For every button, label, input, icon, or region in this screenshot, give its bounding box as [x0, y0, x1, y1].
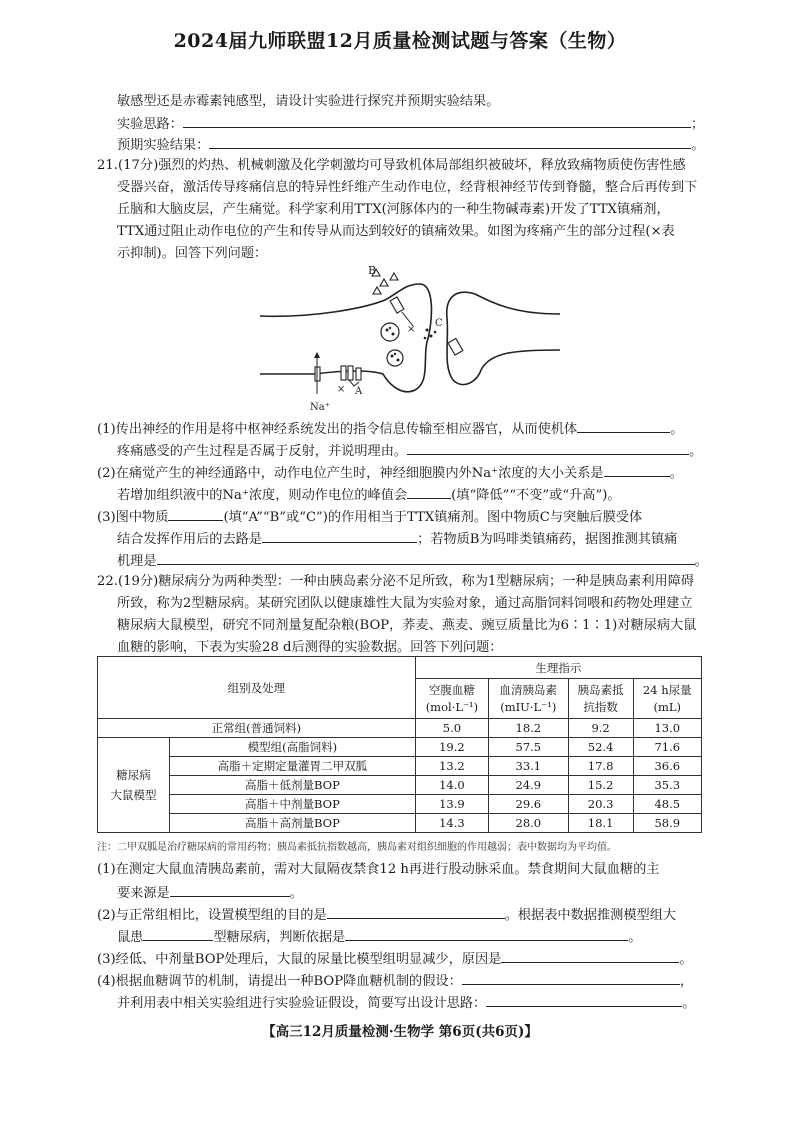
- punct: 。: [289, 886, 303, 901]
- col-header-resistance: 胰岛素抵 抗指数: [568, 679, 633, 719]
- q22-sub2-blank[interactable]: [327, 904, 505, 919]
- cell: 29.6: [489, 795, 569, 814]
- row-name: 高脂＋高剂量BOP: [170, 814, 416, 833]
- table-row: [98, 738, 702, 757]
- q22-sub2b-text: 鼠患: [117, 930, 144, 945]
- label-a: A: [355, 386, 363, 397]
- svg-text:×: ×: [337, 384, 346, 395]
- punct: 。: [679, 952, 693, 967]
- q22-intro-line: 22.(19分)糖尿病分为两种类型：一种由胰岛素分泌不足所致，称为1型糖尿病；一种是胰岛素利用障碍: [97, 574, 695, 589]
- postsynaptic-receptor: [448, 338, 463, 355]
- label-b: B: [368, 264, 377, 277]
- cell: 35.3: [633, 776, 701, 795]
- q21-sub3c-line: [117, 550, 708, 572]
- q22-intro-line: 糖尿病大鼠模型，研究不同剂量复配杂粮(BOP，荞麦、燕麦、豌豆质量比为6∶1∶1)对糖尿病大鼠: [117, 618, 697, 633]
- q21-sub2-text: (2)在痛觉产生的神经通路中，动作电位产生时，神经细胞膜内外Na⁺浓度的大小关系是: [97, 466, 604, 481]
- q21-sub3-line: [97, 506, 642, 528]
- cell: 24.9: [489, 776, 569, 795]
- col-header-insulin: 血清胰岛素 (mIU·L⁻¹): [489, 679, 569, 719]
- q21-sub3c-blank[interactable]: [157, 550, 695, 565]
- q21-sub3c-text: 机理是: [117, 554, 157, 569]
- q21-sub1-text: (1)传出神经的作用是将中枢神经系统发出的指令信息传输至相应器官，从而使机体: [97, 422, 578, 437]
- punct: ，: [679, 974, 693, 989]
- q22-sub4-blank1[interactable]: [462, 970, 680, 985]
- q21-sub1b-text: 疼痛感受的产生过程是否属于反射，并说明理由。: [117, 444, 408, 459]
- q22-sub2b-blank1[interactable]: [143, 926, 213, 941]
- prev-question-line: 敏感型还是赤霉素钝感型，请设计实验进行探究并预期实验结果。: [117, 94, 500, 109]
- q22-sub4b-line: [117, 992, 695, 1014]
- cell: 14.0: [415, 776, 488, 795]
- expected-result-line: [117, 134, 705, 156]
- q21-sub3b-text-cont: ；若物质B为吗啡类镇痛药，据图推测其镇痛: [417, 532, 678, 547]
- cell: 13.0: [633, 719, 701, 738]
- q22-sub1-blank[interactable]: [170, 882, 290, 897]
- cell: 71.6: [633, 738, 701, 757]
- q22-sub1b-line: [117, 882, 303, 904]
- q22-sub1-line: (1)在测定大鼠血清胰岛素前，需对大鼠隔夜禁食12 h再进行股动脉采血。禁食期间大鼠血糖的主: [97, 862, 660, 877]
- col-header-glucose: 空腹血糖 (mol·L⁻¹): [415, 679, 488, 719]
- q22-sub2-text: (2)与正常组相比，设置模型组的目的是: [97, 908, 327, 923]
- q21-sub2b-blank[interactable]: [407, 484, 451, 499]
- q21-intro-line: TTX通过阻止动作电位的产生和传导从而达到较好的镇痛效果。如图为疼痛产生的部分过程(×表: [117, 224, 675, 239]
- cell: 48.5: [633, 795, 701, 814]
- q22-sub3-blank[interactable]: [501, 948, 679, 963]
- q21-sub1b-line: [117, 440, 702, 462]
- q21-sub1b-blank[interactable]: [407, 440, 689, 455]
- punct: 。: [670, 422, 684, 437]
- q22-sub2-line: [97, 904, 676, 926]
- cell: 57.5: [489, 738, 569, 757]
- q22-sub2b-text-cont: 型糖尿病，判断依据是: [213, 930, 346, 945]
- q22-intro-line: 所致，称为2型糖尿病。某研究团队以健康雄性大鼠为实验对象，通过高脂饲料饲喂和药物处理建立: [117, 596, 693, 611]
- q21-sub3-blank[interactable]: [168, 506, 223, 521]
- punct: ；: [690, 117, 705, 132]
- punct: 。: [682, 996, 696, 1011]
- cell: 33.1: [489, 757, 569, 776]
- experiment-idea-blank[interactable]: [183, 113, 691, 128]
- postsynaptic-membrane: [447, 292, 560, 384]
- q21-sub3-text-cont: (填“A”“B”或“C”)的作用相当于TTX镇痛剂。图中物质C与突触后膜受体: [223, 510, 643, 525]
- cell: 17.8: [568, 757, 633, 776]
- punct: 。: [691, 138, 705, 153]
- q21-sub3b-text: 结合发挥作用后的去路是: [117, 532, 263, 547]
- q22-sub2b-blank2[interactable]: [345, 926, 628, 941]
- cell: 14.3: [415, 814, 488, 833]
- punct: 。: [669, 466, 683, 481]
- q21-intro-line: 丘脑和大脑皮层，产生痛觉。科学家利用TTX(河豚体内的一种生物碱毒素)开发了TTX镇痛剂，: [117, 202, 670, 217]
- row-name: 高脂＋中剂量BOP: [170, 795, 416, 814]
- q22-sub2b-line: [117, 926, 641, 948]
- cell: 13.9: [415, 795, 488, 814]
- cell: 28.0: [489, 814, 569, 833]
- q21-intro-line: 21.(17分)强烈的灼热、机械刺激及化学刺激均可导致机体局部组织被破坏，释放致痛物质使伤害性感: [97, 158, 686, 173]
- receptor-b: [390, 297, 404, 313]
- cell: 15.2: [568, 776, 633, 795]
- row-name: 高脂＋定期定量灌胃二甲双胍: [170, 757, 416, 776]
- q22-sub3-line: [97, 948, 693, 970]
- table-row: [98, 814, 702, 833]
- row-name: 模型组(高脂饲料): [170, 738, 416, 757]
- punct: 。: [628, 930, 642, 945]
- cell: 9.2: [568, 719, 633, 738]
- diabetes-data-table: [97, 656, 702, 833]
- table-row: [98, 757, 702, 776]
- q22-sub4b-text: 并利用表中相关实验组进行实验验证假设，简要写出设计思路：: [117, 996, 487, 1011]
- q21-sub3b-line: [117, 528, 677, 550]
- model-group-label: 糖尿病 大鼠模型: [98, 738, 170, 833]
- q21-sub2-line: [97, 462, 683, 484]
- q22-sub4-text: (4)根据血糖调节的机制，请提出一种BOP降血糖机制的假设：: [97, 974, 462, 989]
- punct: 。: [689, 444, 703, 459]
- cell: 19.2: [415, 738, 488, 757]
- cell: 13.2: [415, 757, 488, 776]
- table-note: 注：二甲双胍是治疗糖尿病的常用药物；胰岛素抵抗指数越高，胰岛素对组织细胞的作用越弱；表中数据均为平均值。: [97, 842, 617, 853]
- q22-sub1b-text: 要来源是: [117, 886, 170, 901]
- table-header-phys: 生理指示: [415, 657, 701, 679]
- row-name: 正常组(普通饲料): [98, 719, 416, 738]
- q21-sub2b-hint: (填“降低”“不变”或“升高”)。: [451, 488, 621, 503]
- cell: 18.2: [489, 719, 569, 738]
- cell: 58.9: [633, 814, 701, 833]
- label-c: C: [435, 318, 443, 329]
- punct: 。: [694, 554, 708, 569]
- q21-sub2-blank[interactable]: [604, 462, 670, 477]
- synaptic-vesicle: [381, 323, 399, 341]
- page-title: 2024届九师联盟12月质量检测试题与答案（生物）: [173, 30, 627, 52]
- q22-sub2-text-cont: 。根据表中数据推测模型组大: [504, 908, 677, 923]
- q21-sub2b-line: [117, 484, 621, 506]
- cell: 36.6: [633, 757, 701, 776]
- experiment-idea-label: 实验思路：: [117, 117, 183, 132]
- q22-sub4-blank2[interactable]: [486, 992, 682, 1007]
- q21-sub1-blank[interactable]: [577, 418, 670, 433]
- expected-result-blank[interactable]: [209, 134, 691, 149]
- q22-sub3-text: (3)经低、中剂量BOP处理后，大鼠的尿量比模型组明显减少，原因是: [97, 952, 502, 967]
- synapse-diagram: [255, 262, 565, 412]
- transmitter-c: [426, 329, 429, 332]
- row-name: 高脂＋低剂量BOP: [170, 776, 416, 795]
- label-na: Na⁺: [310, 402, 330, 412]
- cell: 20.3: [568, 795, 633, 814]
- experiment-idea-line: [117, 113, 704, 135]
- q21-intro-line: 示抑制)。回答下列问题：: [117, 246, 268, 261]
- q21-sub3b-blank[interactable]: [262, 528, 417, 543]
- col-header-urine: 24 h尿量 (mL): [633, 679, 701, 719]
- q22-sub4-line: [97, 970, 693, 992]
- q22-intro-line: 血糖的影响，下表为实验28 d后测得的实验数据。回答下列问题：: [117, 640, 503, 655]
- inhibit-mark: ×: [407, 324, 416, 335]
- q21-sub3-text: (3)图中物质: [97, 510, 169, 525]
- cell: 5.0: [415, 719, 488, 738]
- table-row: [98, 795, 702, 814]
- page-footer: 【高三12月质量检测·生物学 第6页(共6页)】: [262, 1024, 538, 1040]
- q21-intro-line: 受器兴奋，激活传导疼痛信息的特异性纤维产生动作电位，经背根神经节传到脊髓，整合后再传到下: [117, 180, 698, 195]
- cell: 18.1: [568, 814, 633, 833]
- table-row: [98, 776, 702, 795]
- q21-sub2b-text: 若增加组织液中的Na⁺浓度，则动作电位的峰值会: [117, 488, 408, 503]
- table-header-group: 组别及处理: [98, 657, 416, 719]
- q21-sub1-line: [97, 418, 683, 440]
- expected-result-label: 预期实验结果：: [117, 138, 210, 153]
- table-row: [98, 719, 702, 738]
- cell: 52.4: [568, 738, 633, 757]
- synaptic-vesicle: [387, 350, 403, 366]
